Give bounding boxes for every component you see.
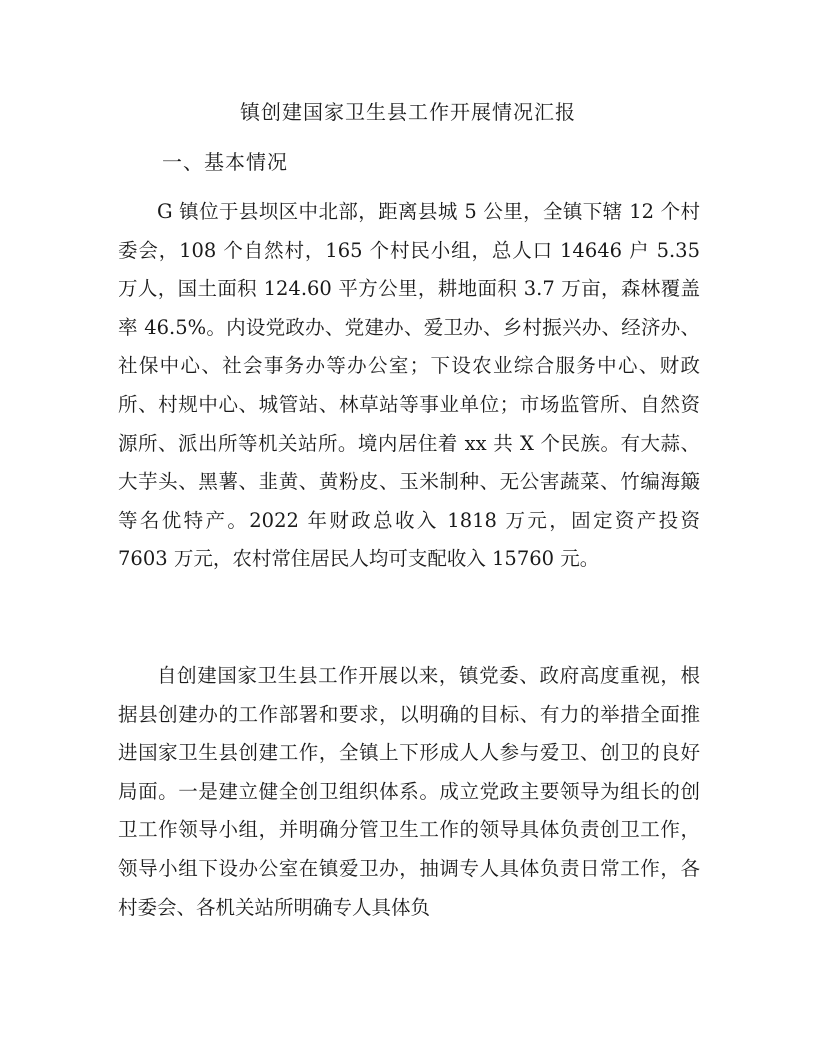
paragraph-basic-info: G 镇位于县坝区中北部，距离县城 5 公里，全镇下辖 12 个村委会，108 个自然村，165 个村民小组，总人口 14646 户 5.35 万人，国土面积 124.60 平方公里，耕地面积 3.7 万亩，森林覆盖率 46.5%。内设党政办、党建办、爱卫办、乡村振兴办、经济办、社保中心、社会事务办等办公室；下设农业综合服务中心、财政所、村规中心、城管站、林草站等事业单位；市场监管所、自然资源所、派出所等机关站所。境内居住着 xx 共 X 个民族。有大蒜、大芋头、黑薯、韭黄、黄粉皮、玉米制种、无公害蔬菜、竹编海簸等名优特产。2022 年财政总收入 1818 万元，固定资产投资 7603 万元，农村常住居民人均可支配收入 15760 元。 bbox=[118, 200, 700, 571]
section-heading: 一、基本情况 bbox=[162, 150, 288, 174]
document-title: 镇创建国家卫生县工作开展情况汇报 bbox=[240, 100, 576, 124]
paragraph-creation-work: 自创建国家卫生县工作开展以来，镇党委、政府高度重视，根据县创建办的工作部署和要求，以明确的目标、有力的举措全面推进国家卫生县创建工作，全镇上下形成人人参与爱卫、创卫的良好局面。一是建立健全创卫组织体系。成立党政主要领导为组长的创卫工作领导小组，并明确分管卫生工作的领导具体负责创卫工作，领导小组下设办公室在镇爱卫办，抽调专人具体负责日常工作，各村委会、各机关站所明确专人具体负 bbox=[118, 664, 700, 919]
